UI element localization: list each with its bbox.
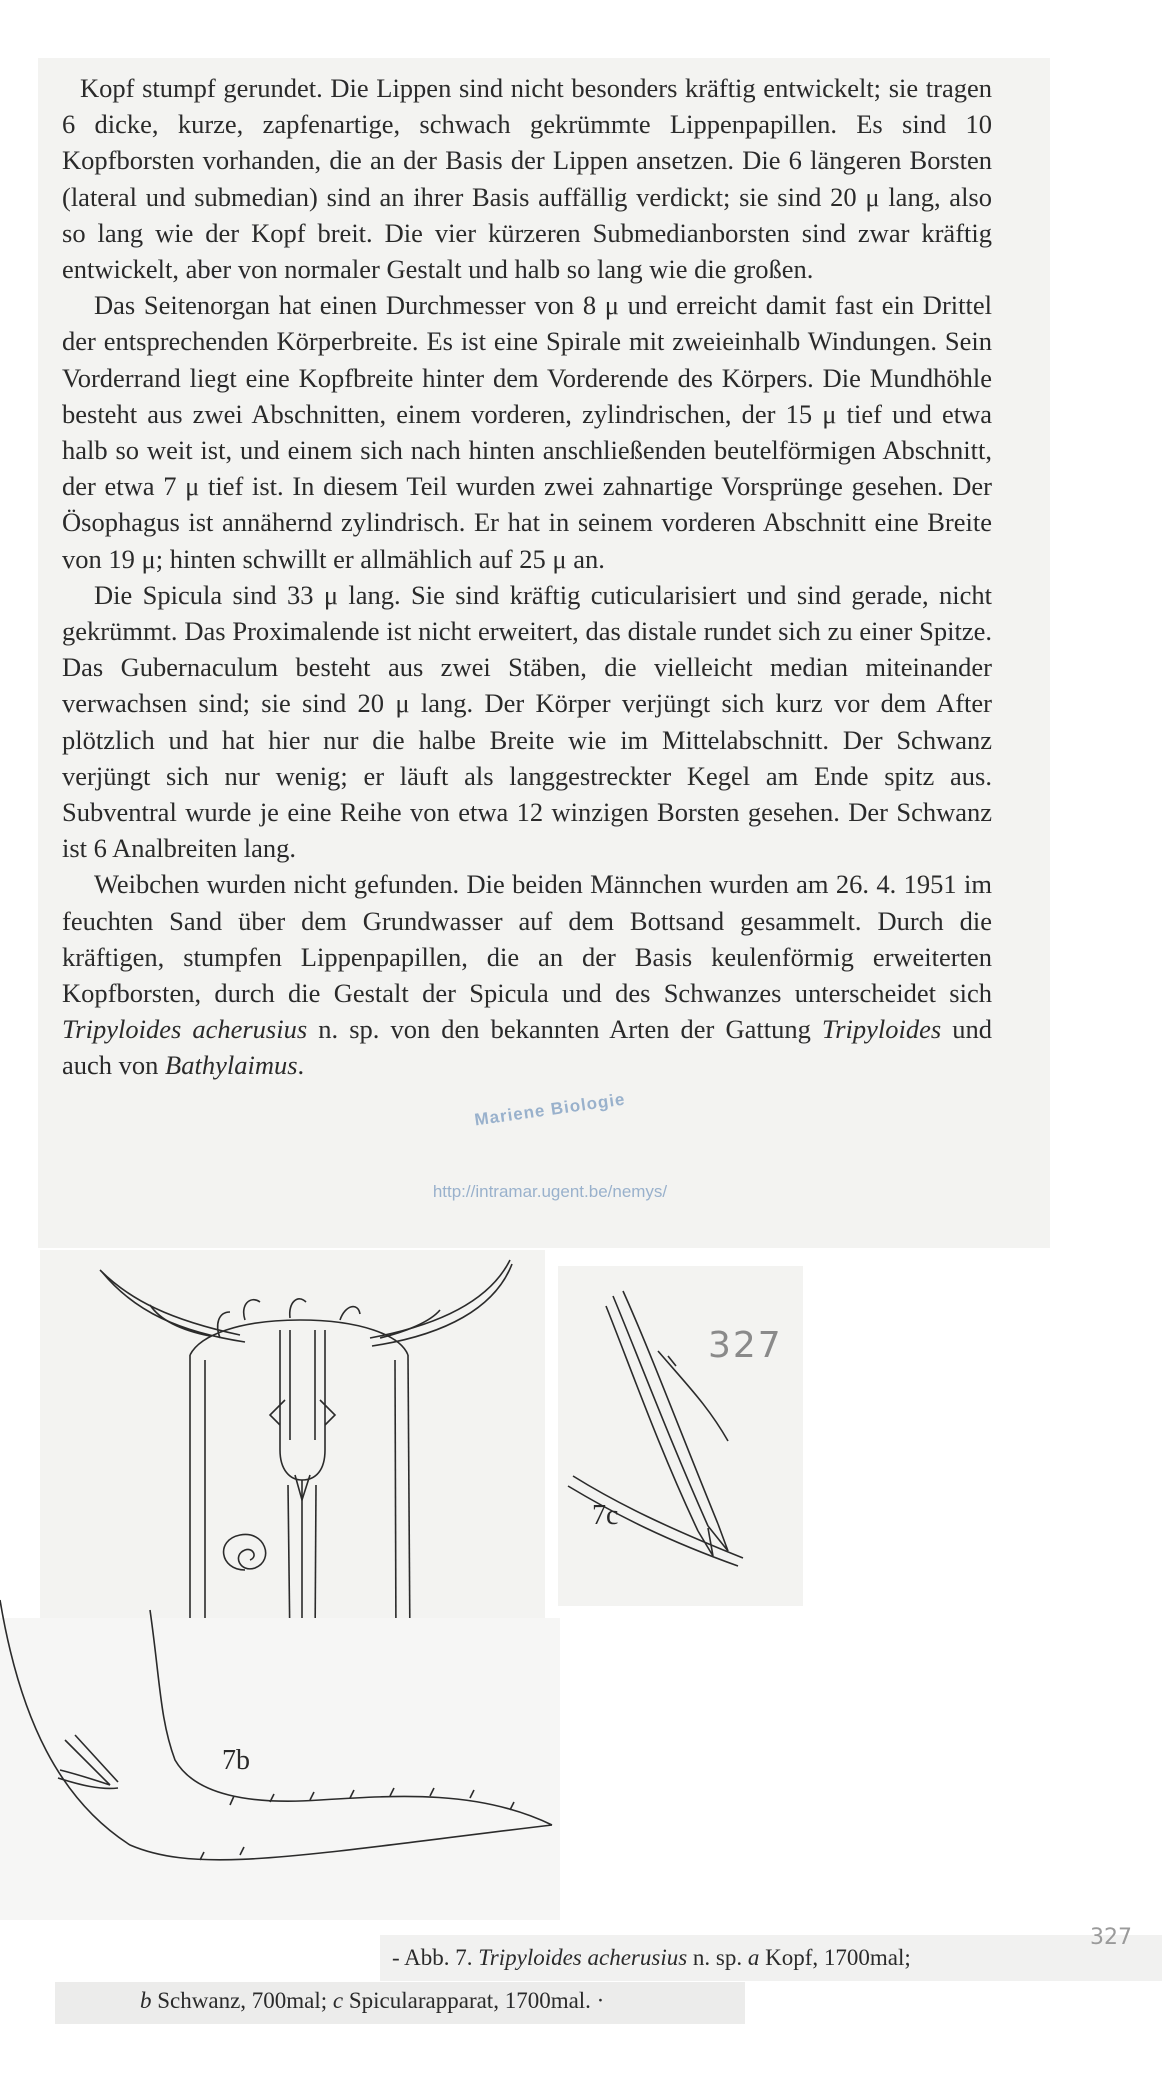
species-name: Tripyloides acherusius <box>62 1014 308 1045</box>
figure-7b-label: 7b <box>222 1745 250 1776</box>
caption-species: Tripyloides acherusius <box>478 1945 688 1970</box>
caption-c-text: Spicularapparat, 1700mal. · <box>343 1988 605 2013</box>
paragraph-spicula: Die Spicula sind 33 μ lang. Sie sind kräftig cuticularisiert und sind gerade, nicht gekrümmt. Das Proximalende ist nicht erweitert, das distale rundet sich zu einer Spitze. Das Gubernaculum besteht aus zwei Stäben, die vielleicht median miteinander verwachsen sind; sie sind 20 μ lang. Der Körper verjüngt sich kurz vor dem After plötzlich und hat hier nur die halbe Breite wie im Mittelabschnitt. Der Schwanz verjüngt sich nur wenig; er läuft als langgestreckter Kegel am Ende spitz aus. Subventral wurde je eine Reihe von etwa 12 winzigen Borsten gesehen. Der Schwanz ist 6 Analbreiten lang. <box>62 579 992 864</box>
caption-part1: n. sp. <box>687 1945 748 1970</box>
paragraph-head: Kopf stumpf gerundet. Die Lippen sind nicht besonders kräftig entwickelt; sie tragen 6 dicke, kurze, zapfenartige, schwach gekrümmte Lippenpapillen. Es sind 10 Kopfborsten vorhanden, die an der Basis der Lippen ansetzen. Die 6 längeren Borsten (lateral und submedian) sind an ihrer Basis auffällig verdickt; sie sind 20 μ lang, also so lang wie der Kopf breit. Die vier kürzeren Submedianborsten sind zwar kräftig entwickelt, aber von normaler Gestalt und halb so lang wie die großen. <box>62 73 992 285</box>
watermark-url: http://intramar.ugent.be/nemys/ <box>432 1182 668 1201</box>
figure-7c-label: 7c <box>592 1500 619 1531</box>
figure-7b-drawing <box>0 1600 560 1920</box>
paragraph-remarks <box>62 866 992 1083</box>
remarks-and: und auch von <box>62 1014 993 1081</box>
remarks-text: Weibchen wurden nicht gefunden. Die beiden Männchen wurden am 26. 4. 1951 im feuchten Sand über dem Grundwasser auf dem Bottsand gesammelt. Durch die kräftigen, stumpfen Lippenpapillen, die an der Basis keulenförmig erweiterten Kopfborsten, durch die Gestalt der Spicula und des Schwanzes unterscheidet sich <box>62 869 992 1009</box>
caption-b-letter: b <box>140 1988 152 2013</box>
remarks-mid: n. sp. von den bekannten Arten der Gattung <box>307 1014 822 1045</box>
caption-c-letter: c <box>332 1988 344 2013</box>
watermark-title: Mariene Biologie <box>473 1089 627 1130</box>
remarks-end: . <box>297 1050 305 1081</box>
body-text <box>62 70 992 1084</box>
caption-a-text: Kopf, 1700mal; <box>759 1945 911 1970</box>
watermark <box>385 1089 715 1202</box>
genus-name-2: Bathylaimus <box>165 1050 298 1081</box>
caption-b-text: Schwanz, 700mal; <box>151 1988 333 2013</box>
genus-name: Tripyloides <box>821 1014 942 1045</box>
figure-7c-drawing <box>558 1266 803 1606</box>
caption-a-letter: a <box>747 1945 760 1970</box>
caption-line-1 <box>392 1945 911 1971</box>
caption-line-2 <box>140 1988 604 2014</box>
caption-prefix: - Abb. 7. <box>392 1945 473 1970</box>
handwritten-page-number: 327 <box>708 1325 783 1366</box>
paragraph-lateral-organ: Das Seitenorgan hat einen Durchmesser von 8 μ und erreicht damit fast ein Drittel der entsprechenden Körperbreite. Es ist eine Spirale mit zweieinhalb Windungen. Sein Vorderrand liegt eine Kopfbreite hinter dem Vorderende des Körpers. Die Mundhöhle besteht aus zwei Abschnitten, einem vorderen, zylindrischen, der 15 μ tief und etwa halb so weit ist, und einem sich nach hinten anschließenden beutelförmigen Abschnitt, der etwa 7 μ tief ist. In diesem Teil wurden zwei zahnartige Vorsprünge gesehen. Der Ösophagus ist annähernd zylindrisch. Er hat in seinem vorderen Abschnitt eine Breite von 19 μ; hinten schwillt er allmählich auf 25 μ an. <box>62 290 992 574</box>
handwritten-caption-number: 327 <box>1090 1925 1132 1950</box>
